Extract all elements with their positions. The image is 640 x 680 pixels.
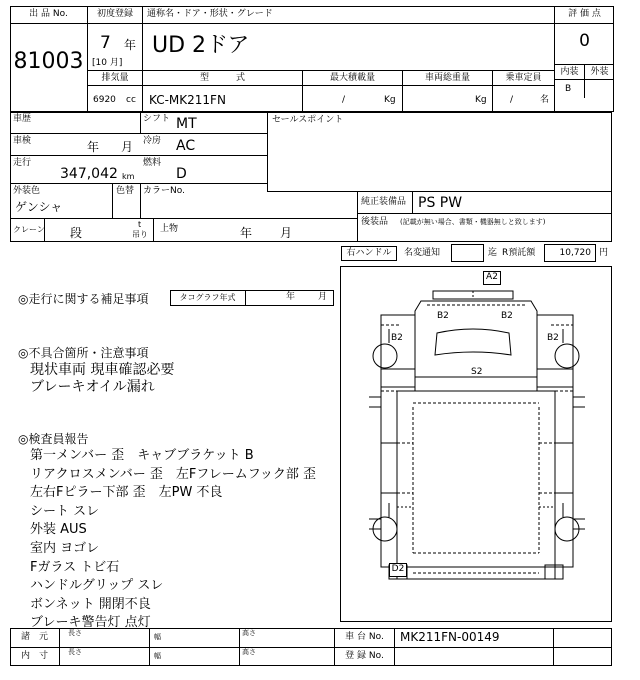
damage-mark: B2 [391,333,403,343]
year-number: 7 [100,33,111,53]
ac-label: 冷房 [143,136,162,146]
capacity-unit: 名 [540,95,550,105]
gross-weight-label: 車両総重量 [403,70,493,86]
max-load-slash: / [342,95,346,105]
score-value: 0 [579,31,590,51]
crane-t: t [138,220,142,229]
inspection-row-line [10,134,267,156]
damage-mark: S2 [471,367,483,377]
gross-weight-unit: Kg [475,95,487,105]
equipment-value: PS PW [418,195,463,211]
model-name: UD 2ドア [152,33,250,58]
year-unit: 年 [124,38,137,52]
damage-mark: B2 [501,311,513,321]
chassis-value: MK211FN-00149 [400,630,500,644]
spec-height-label: 高さ [240,628,335,647]
truck-outline-drawing [341,267,611,621]
sales-point-label: セールスポイント [272,115,344,125]
damage-mark: B2 [437,311,449,321]
name-change-box [451,244,484,262]
inspector-list [30,447,316,633]
registration-label: 登 録 No. [335,647,395,666]
name-change-label: 名変通知 [404,248,441,258]
drive-side-box: 右ハンドル [341,246,397,261]
ac-value: AC [176,138,196,154]
inspection-month: 月 [121,140,134,154]
footer-right-divider [553,628,612,666]
defect-item: 現状車両 現車確認必要 [30,362,175,378]
mileage-unit: km [122,172,135,181]
chassis-label: 車 台 No. [335,628,395,647]
inspector-item: 第一メンバー 歪 キャブブラケット B [30,448,254,463]
defects-list [30,362,174,396]
currency: 円 [599,248,609,258]
color-change-label: 色替 [116,186,135,196]
damage-mark: D2 [389,563,407,577]
mileage-label: 走行 [13,158,32,168]
inspection-year: 年 [87,140,100,154]
capacity-label: 乗車定員 [493,70,555,86]
truck-diagram [340,266,612,622]
inspector-item: ハンドルグリップ スレ [30,578,164,594]
spec-width-label: 幅 [150,628,240,647]
tachograph-label: タコグラフ年式 [170,290,246,306]
first-reg-label: 初度登録 [88,6,143,24]
tachograph-year: 年 [286,292,296,302]
spec-length-label: 長さ [60,628,150,647]
interior-label: 内装 [555,64,585,80]
inspector-item: 左右Fピラー下部 歪 左PW 不良 [30,485,223,501]
recycle-value: 10,720 [544,244,596,262]
crane-label: クレーン [13,225,45,234]
inspector-item: ボンネット 開閉不良 [30,596,151,612]
mileage-value: 347,042 [60,166,118,182]
shift-label: シフト [143,114,171,124]
month-text: [10 月] [92,58,123,68]
model-code: KC-MK211FN [143,86,303,112]
lot-number: 81003 [10,24,88,112]
top-cell [153,218,357,242]
crane-hoist: 吊り [132,230,148,239]
name-label: 通称名・ドア・形状・グレード [143,6,555,24]
equipment-label: 純正装備品 [361,197,407,207]
max-load-unit: Kg [384,95,396,105]
mileage-row-line [10,156,267,184]
damage-mark: A2 [483,271,501,285]
inspector-title: ◎検査員報告 [18,432,89,446]
model-label: 型 式 [143,70,303,86]
name-divider [143,24,555,70]
max-load-label: 最大積載量 [303,70,403,86]
supplement-title: ◎走行に関する補足事項 [18,292,149,306]
inspector-item: 外装 AUS [30,522,87,538]
displacement-value: 6920 [93,95,116,105]
history-label: 車歴 [13,114,32,124]
top-year: 年 [240,226,253,240]
footer-specs-label: 諸 元 [10,628,60,647]
inspection-label: 車検 [13,136,32,146]
recycle-label: R預託額 [502,248,536,258]
capacity-slash: / [510,95,514,105]
inspector-item: リアクロスメンバー 歪 左Fフレームフック部 歪 [30,466,317,482]
interior-width-label: 幅 [150,647,240,666]
deadline-suffix: 迄 [488,248,498,258]
cc-unit: cc [126,95,136,105]
exterior-color-label: 外装色 [13,186,41,196]
score-label: 評 価 点 [555,6,614,24]
exterior-color-value: ゲンシャ [15,200,63,214]
damage-mark: B2 [547,333,559,343]
tachograph-month: 月 [318,292,328,302]
first-reg-divider [88,24,143,70]
exterior-label: 外装 [585,64,614,80]
crane-stage: 段 [70,226,83,240]
aftermarket-note: (記載が無い場合、書類・機器無しと致します) [400,218,546,226]
inspector-item: ブレーキ警告灯 点灯 [30,615,151,631]
lot-label: 出 品 No. [10,6,88,24]
top-label: 上物 [160,224,179,234]
defects-title: ◎不具合箇所・注意事項 [18,346,149,360]
aftermarket-label: 後装品 [361,217,389,227]
interior-value: B [555,80,585,98]
fuel-label: 燃料 [143,158,162,168]
top-month: 月 [280,226,293,240]
inspector-item: 室内 ヨゴレ [30,540,100,556]
shift-value: MT [176,116,197,132]
color-no-label: カラーNo. [143,186,185,196]
interior-height-label: 高さ [240,647,335,666]
inspector-item: シート スレ [30,503,100,519]
defect-item: ブレーキオイル漏れ [30,379,155,395]
inspector-item: Fガラス トビ石 [30,559,120,575]
fuel-value: D [176,166,187,182]
interior-length-label: 長さ [60,647,150,666]
footer-interior-label: 内 寸 [10,647,60,666]
history-row-line [10,112,140,134]
displacement-label: 排気量 [88,70,143,86]
